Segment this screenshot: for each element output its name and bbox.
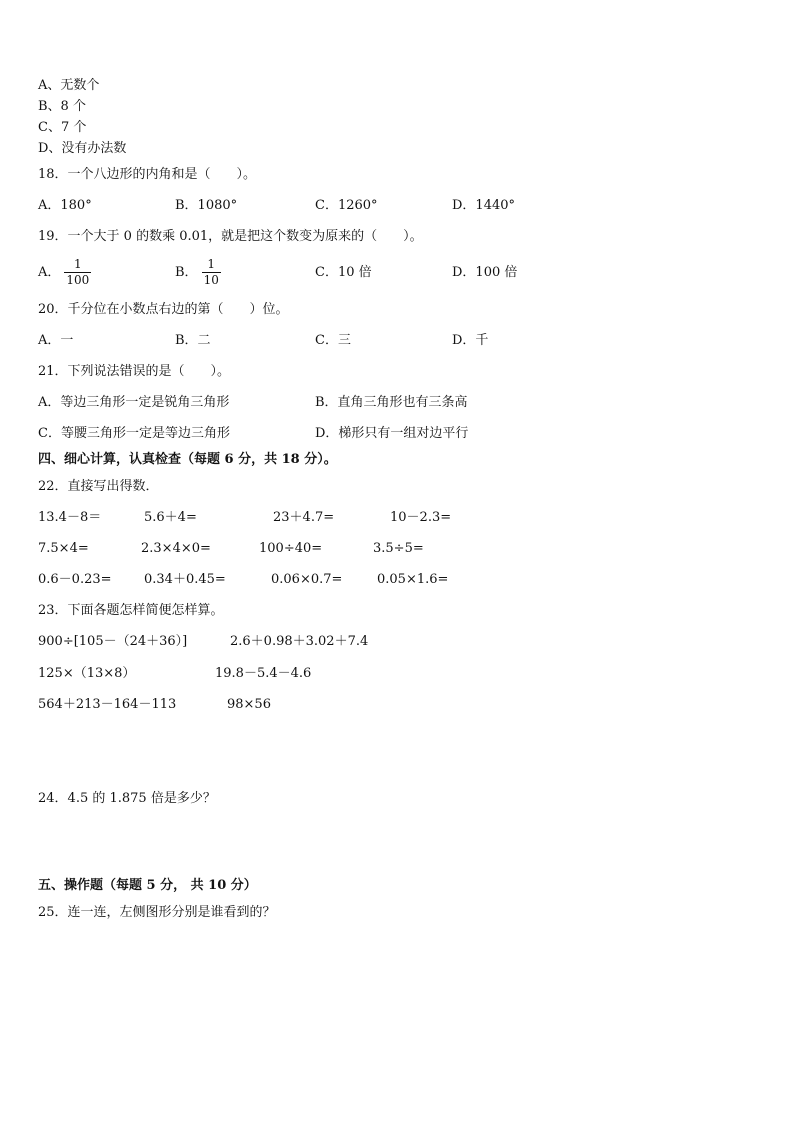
q21-option-c: C．等腰三角形一定是等边三角形: [38, 426, 230, 441]
q18-option-b: B．1080°: [175, 198, 238, 213]
q18-options: [38, 197, 758, 219]
q24-stem: 24．4.5 的 1.875 倍是多少？: [38, 791, 216, 806]
q23-row-1: [38, 633, 758, 655]
q23-row-2: [38, 665, 758, 687]
q22-stem: 22．直接写出得数．: [38, 479, 159, 494]
q17-option-d: D、没有办法数: [38, 141, 127, 156]
q18-stem: 18．一个八边形的内角和是（ ）。: [38, 167, 257, 182]
q22-item: 5.6＋4=: [144, 510, 197, 525]
q21-options-row-2: [38, 425, 758, 447]
fraction-denominator: 100: [66, 273, 90, 287]
section-5-heading: 五、操作题（每题 5 分， 共 10 分）: [38, 878, 257, 893]
q22-item: 13.4－8＝: [38, 510, 102, 525]
q21-option-d: D．梯形只有一组对边平行: [315, 426, 469, 441]
q23-item: 2.6＋0.98＋3.02＋7.4: [230, 634, 369, 649]
q20-options: [38, 332, 758, 354]
q23-item: 19.8－5.4－4.6: [215, 666, 312, 681]
q22-item: 2.3×4×0=: [141, 541, 211, 556]
q22-item: 100÷40=: [259, 541, 323, 556]
q23-row-3: [38, 696, 758, 718]
q25-stem: 25．连一连，左侧图形分别是谁看到的？: [38, 905, 276, 920]
q22-item: 23＋4.7=: [273, 510, 335, 525]
q21-option-b: B．直角三角形也有三条高: [315, 395, 468, 410]
q18-option-a: A．180°: [38, 198, 92, 213]
q22-item: 7.5×4=: [38, 541, 89, 556]
q18-option-d: D．1440°: [452, 198, 516, 213]
q19-stem: 19．一个大于 0 的数乘 0.01，就是把这个数变为原来的（ ）。: [38, 229, 423, 244]
q21-options-row-1: [38, 394, 758, 416]
q19-options: [38, 253, 758, 293]
q21-option-a: A．等边三角形一定是锐角三角形: [38, 395, 230, 410]
fraction-numerator: 1: [202, 257, 221, 273]
q22-item: 0.05×1.6=: [377, 572, 449, 587]
q23-item: 125×（13×8）: [38, 666, 136, 681]
q20-stem: 20．千分位在小数点右边的第（ ）位。: [38, 302, 289, 317]
q20-option-a: A．一: [38, 333, 74, 348]
q22-item: 0.34＋0.45=: [144, 572, 226, 587]
q19-option-a: [38, 257, 91, 288]
q23-item: 564＋213－164－113: [38, 697, 177, 712]
q17-option-a: A、无数个: [38, 78, 100, 93]
q20-option-d: D．千: [452, 333, 489, 348]
q22-row-1: [38, 509, 758, 531]
fraction: [64, 257, 91, 288]
q23-item: 98×56: [227, 697, 271, 712]
q20-option-c: C．三: [315, 333, 351, 348]
q22-row-3: [38, 571, 758, 593]
q18-option-c: C．1260°: [315, 198, 378, 213]
fraction-numerator: 1: [64, 257, 91, 273]
q17-option-c: C、7 个: [38, 120, 87, 135]
q21-stem: 21．下列说法错误的是（ ）。: [38, 364, 231, 379]
q22-row-2: [38, 540, 758, 562]
q22-item: 3.5÷5=: [373, 541, 424, 556]
q19-option-c: C．10 倍: [315, 265, 372, 280]
q17-option-b: B、8 个: [38, 99, 86, 114]
q19-option-b: [175, 257, 221, 288]
fraction: [202, 257, 221, 288]
q23-item: 900÷[105－（24＋36）]: [38, 634, 188, 649]
q22-item: 10－2.3=: [390, 510, 452, 525]
q19-option-a-label: A．: [38, 265, 61, 280]
q20-option-b: B．二: [175, 333, 211, 348]
q19-option-b-label: B．: [175, 265, 198, 280]
fraction-denominator: 10: [203, 273, 219, 287]
q23-stem: 23．下面各题怎样简便怎样算。: [38, 603, 224, 618]
q22-item: 0.06×0.7=: [271, 572, 343, 587]
section-4-heading: 四、细心计算，认真检查（每题 6 分，共 18 分）。: [38, 452, 337, 467]
q22-item: 0.6－0.23=: [38, 572, 112, 587]
q19-option-d: D．100 倍: [452, 265, 518, 280]
